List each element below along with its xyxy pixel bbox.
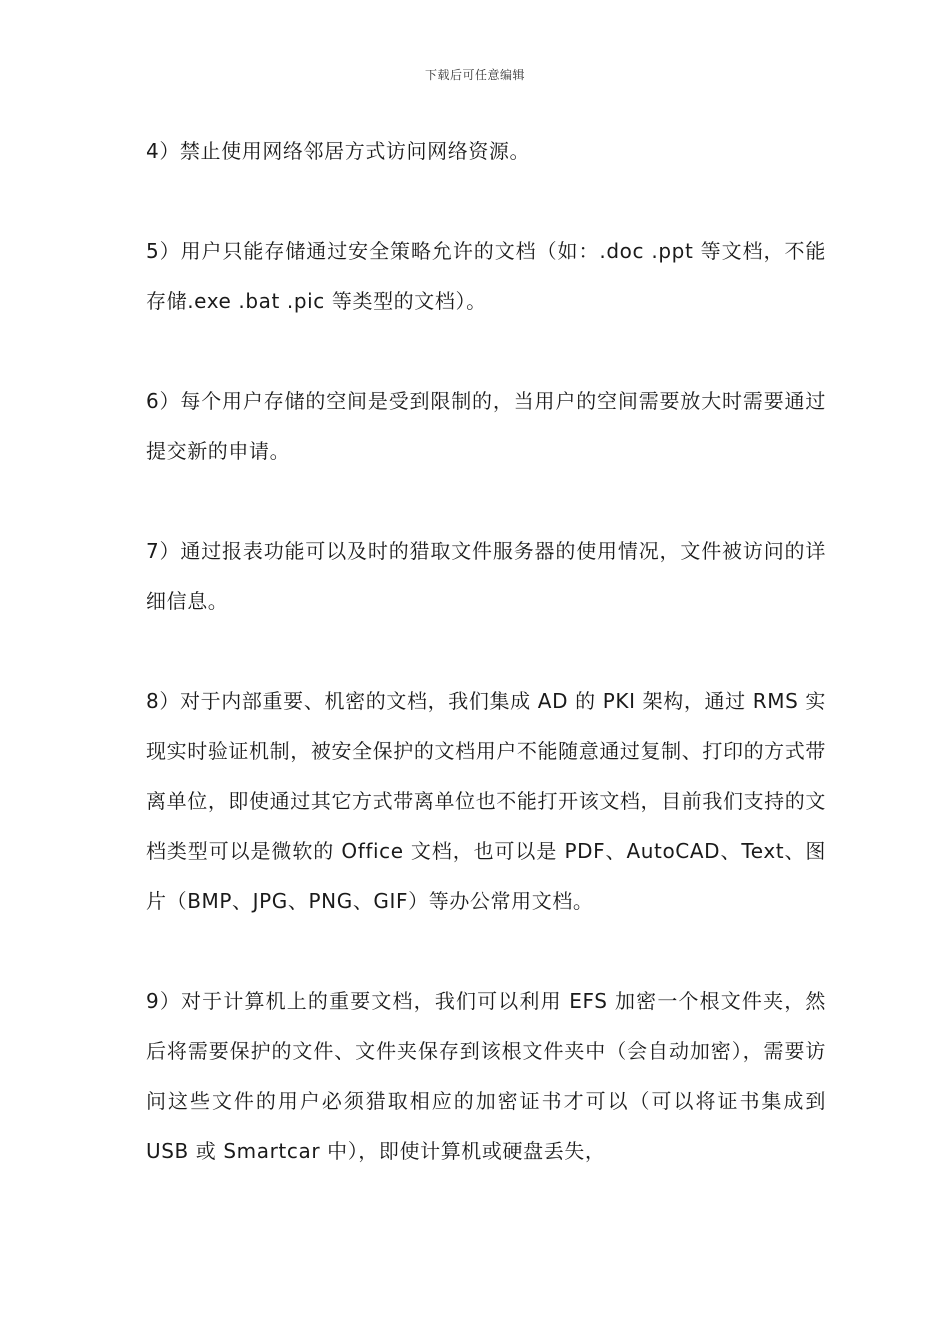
paragraph-7: 7）通过报表功能可以及时的猎取文件服务器的使用情况，文件被访问的详细信息。: [146, 539, 826, 613]
paragraph-4: 4）禁止使用网络邻居方式访问网络资源。: [146, 139, 531, 163]
paragraph-6: 6）每个用户存储的空间是受到限制的，当用户的空间需要放大时需要通过提交新的申请。: [146, 389, 826, 463]
paragraph-9: 9）对于计算机上的重要文档，我们可以利用 EFS 加密一个根文件夹，然后将需要保护的文件、文件夹保存到该根文件夹中（会自动加密），需要访问这些文件的用户必须猎取相应的加密证书才可以（可以将证书集成到 USB 或 Smartcar 中），即使计算机或硬盘丢失，: [146, 989, 826, 1163]
paragraph-8: 8）对于内部重要、机密的文档，我们集成 AD 的 PKI 架构，通过 RMS 实现实时验证机制，被安全保护的文档用户不能随意通过复制、打印的方式带离单位，即使通过其它方式带离单位也不能打开该文档，目前我们支持的文档类型可以是微软的 Office 文档，也可以是 PDF、AutoCAD、Text、图片（BMP、JPG、PNG、GIF）等办公常用文档。: [146, 689, 826, 913]
paragraph-5: 5）用户只能存储通过安全策略允许的文档（如：.doc .ppt 等文档，不能存储.exe .bat .pic 等类型的文档）。: [146, 239, 826, 313]
document-body: [146, 126, 826, 1226]
page-header: 下载后可任意编辑: [424, 68, 525, 82]
